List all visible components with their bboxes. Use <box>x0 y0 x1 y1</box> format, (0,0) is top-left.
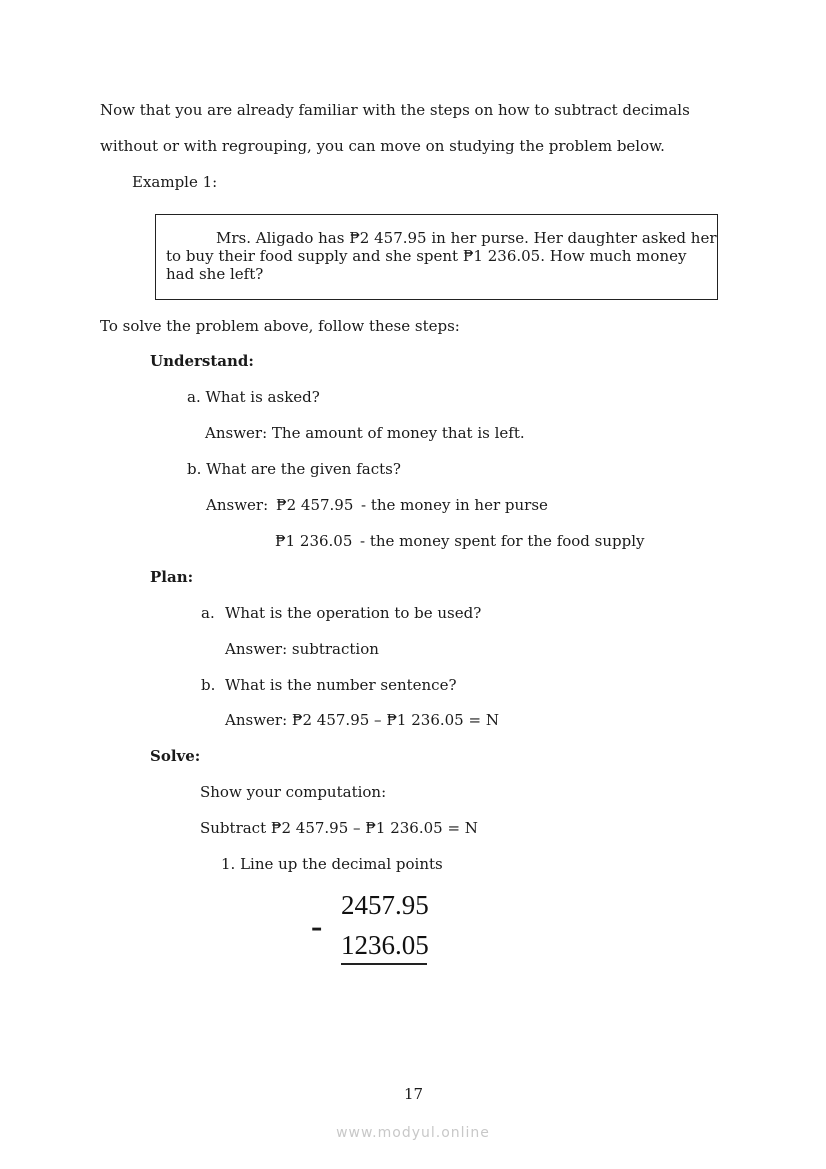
minus-sign: - <box>311 908 323 945</box>
subtrahend: 1236.05 <box>341 930 429 960</box>
problem-box <box>155 214 718 300</box>
plan-question-b: What is the number sentence? <box>225 676 457 694</box>
problem-line-1: Mrs. Aligado has ₱2 457.95 in her purse. Her daughter asked her <box>216 229 717 247</box>
example-label: Example 1: <box>132 173 218 191</box>
understand-answer-a: Answer: The amount of money that is left. <box>205 424 525 442</box>
problem-line-3: had she left? <box>166 265 264 283</box>
solve-show-computation: Show your computation: <box>200 783 387 801</box>
plan-answer-a: Answer: subtraction <box>225 640 379 658</box>
understand-question-b: b. What are the given facts? <box>187 460 401 478</box>
watermark: www.modyul.online <box>336 1125 490 1141</box>
plan-heading: Plan: <box>150 568 194 586</box>
fact-1-amount: ₱2 457.95 <box>276 496 354 514</box>
problem-line-2: to buy their food supply and she spent ₱1 236.05. How much money <box>166 247 687 265</box>
plan-question-b-letter: b. <box>201 676 216 694</box>
page-number: 17 <box>404 1085 424 1103</box>
understand-heading: Understand: <box>150 352 254 370</box>
steps-intro: To solve the problem above, follow these steps: <box>100 317 460 335</box>
fact-2-amount: ₱1 236.05 <box>275 532 353 550</box>
solve-heading: Solve: <box>150 747 201 765</box>
fact-1-description: - the money in her purse <box>361 496 548 514</box>
fact-2-description: - the money spent for the food supply <box>360 532 645 550</box>
understand-answer-b-label: Answer: <box>206 496 269 514</box>
minuend: 2457.95 <box>341 890 429 920</box>
plan-answer-b: Answer: ₱2 457.95 – ₱1 236.05 = N <box>225 711 499 729</box>
plan-question-a-letter: a. <box>201 604 215 622</box>
intro-line-1: Now that you are already familiar with the steps on how to subtract decimals <box>100 101 690 119</box>
intro-line-2: without or with regrouping, you can move on studying the problem below. <box>100 137 665 155</box>
solve-subtract-sentence: Subtract ₱2 457.95 – ₱1 236.05 = N <box>200 819 478 837</box>
solve-step-1: 1. Line up the decimal points <box>221 855 443 873</box>
plan-question-a: What is the operation to be used? <box>225 604 482 622</box>
sum-line <box>341 963 427 965</box>
understand-question-a: a. What is asked? <box>187 388 320 406</box>
